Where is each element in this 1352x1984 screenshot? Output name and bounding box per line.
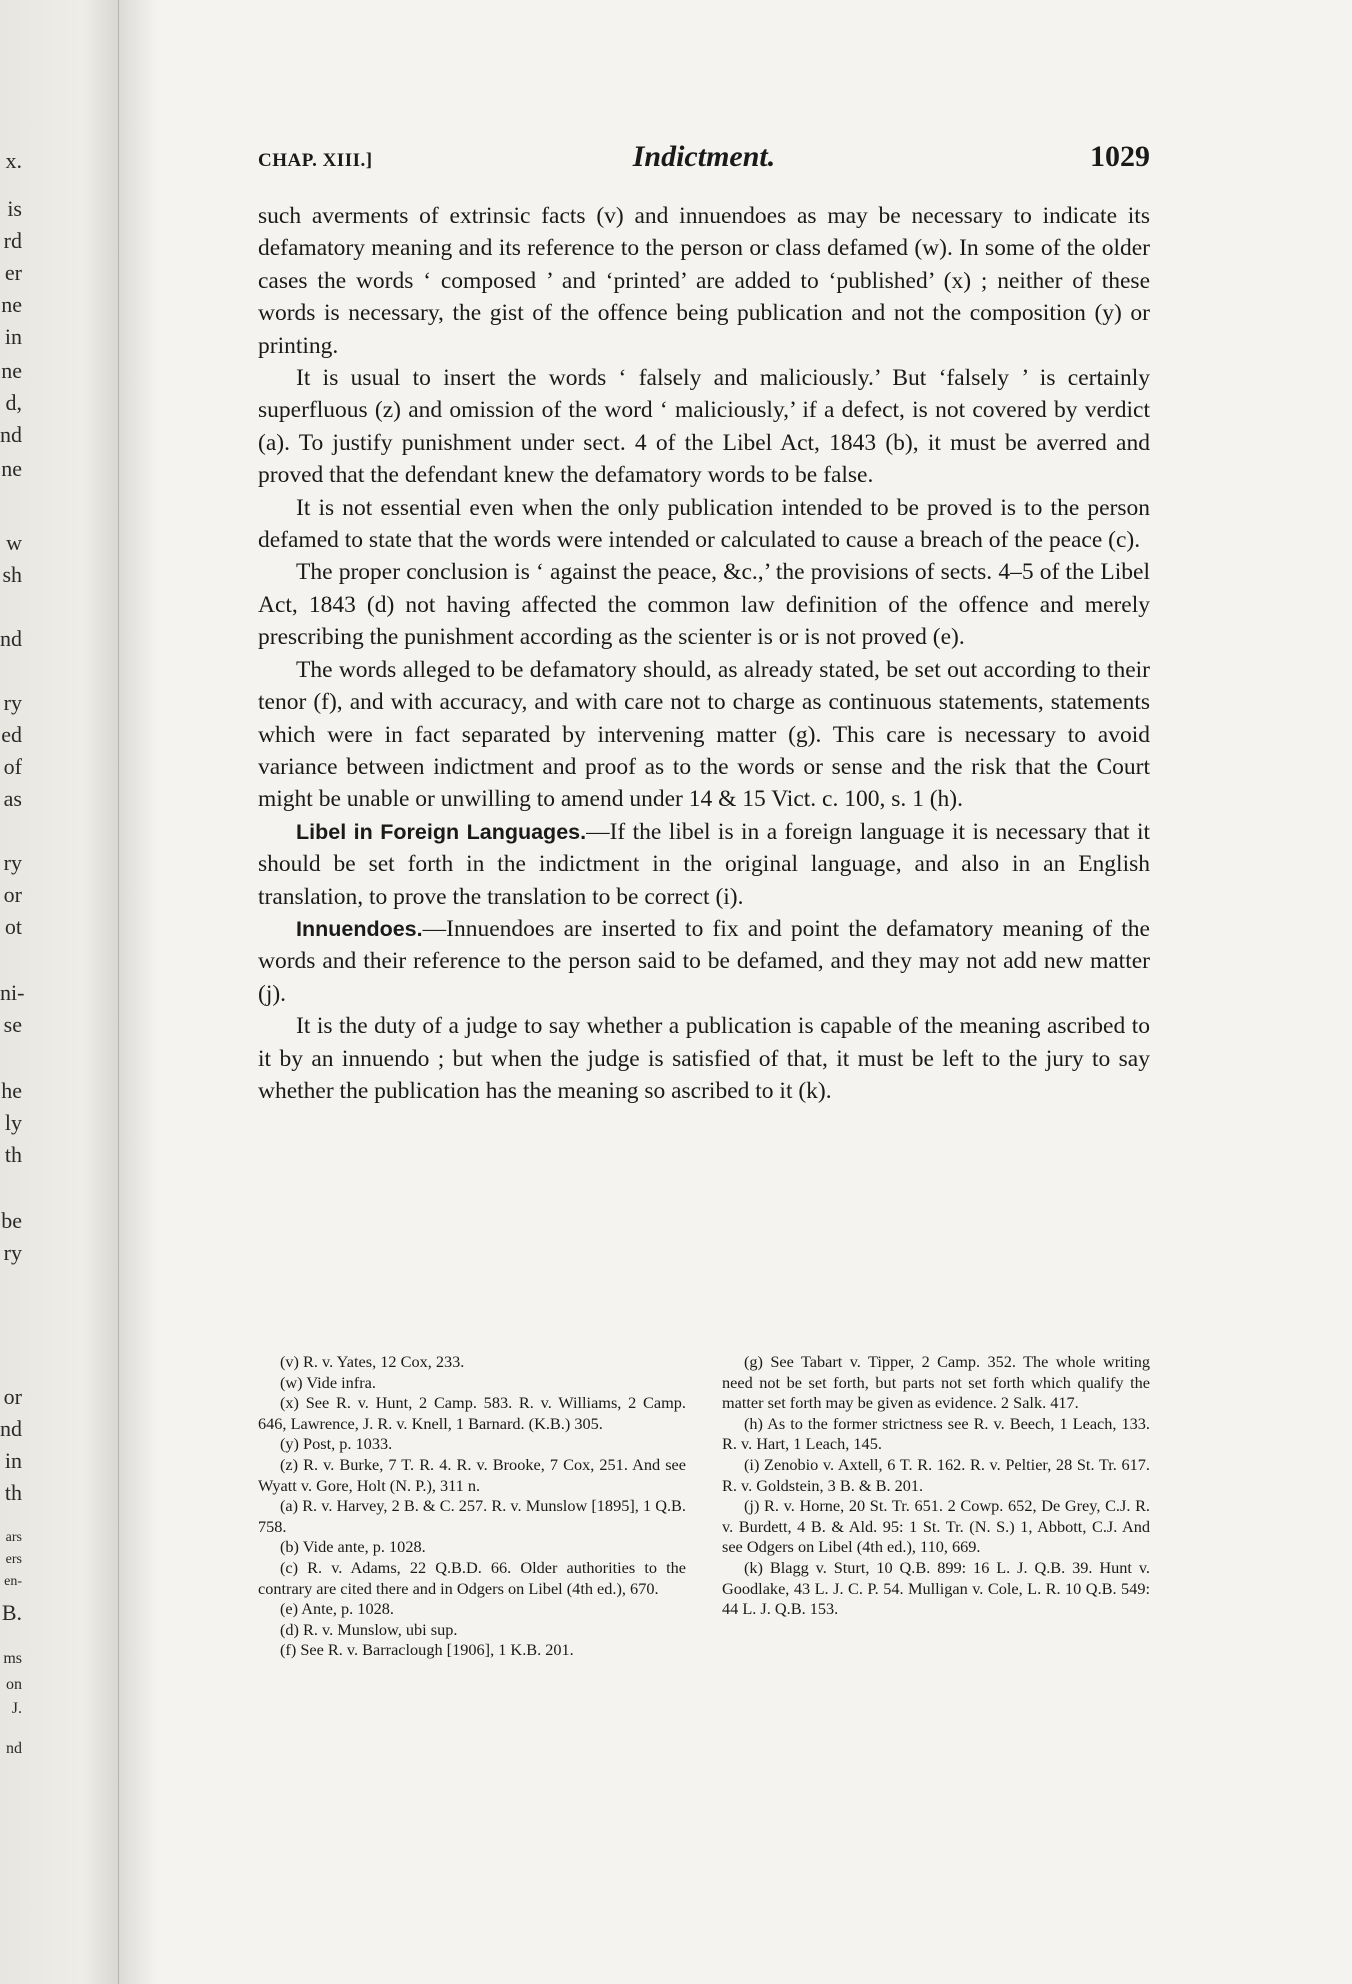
prev-page-fragment: ed <box>1 722 22 747</box>
body-paragraph <box>258 1010 1150 1107</box>
paragraph-text: It is the duty of a judge to say whether a publication is capable of the meaning ascribed to it by an innuendo ; but when the judge is satisfied of that, it must be left to the jury to say whether the publication has the meaning so ascribed to it (k). <box>258 1013 1150 1104</box>
prev-page-fragment: en- <box>4 1574 22 1589</box>
previous-page-edge <box>0 0 119 1984</box>
prev-page-fragment: or <box>3 1384 22 1409</box>
prev-page-fragment: nd <box>6 1740 22 1757</box>
chapter-label: CHAP. XIII.] <box>258 150 373 171</box>
footnotes-left-column <box>258 1352 686 1661</box>
prev-page-fragment: ry <box>3 850 22 875</box>
paragraph-text: The words alleged to be defamatory should, as already stated, be set out according to their tenor (f), and with accuracy, and with care not to charge as continuous statements, statements which were in fact separated by intervening matter (g). This care is necessary to avoid variance between indictment and proof as to the words or sense and the risk that the Court might be unable or unwilling to amend under 14 & 15 Vict. c. 100, s. 1 (h). <box>258 656 1150 813</box>
prev-page-fragment: or <box>3 882 22 907</box>
prev-page-fragment: as <box>3 786 22 811</box>
body-paragraph <box>258 816 1150 913</box>
page-title: Indictment. <box>632 140 776 173</box>
prev-page-fragment: se <box>3 1012 22 1037</box>
prev-page-fragment: is <box>7 196 22 221</box>
prev-page-fragment: th <box>4 1480 22 1505</box>
prev-page-fragment: be <box>1 1208 22 1233</box>
paragraph-text: —If the libel is in a foreign language it is necessary that it should be set forth in the indictment in the original language, and also in an English translation, to prove the translation to be correct (i). <box>258 818 1151 910</box>
prev-page-fragment: ne <box>1 456 22 481</box>
side-heading: Innuendoes. <box>296 916 423 941</box>
body-paragraph <box>258 556 1150 653</box>
running-head <box>258 140 1150 180</box>
prev-page-fragment: ne <box>1 358 22 383</box>
body-paragraph <box>258 492 1150 557</box>
paragraph-text: —Innuendoes are inserted to fix and point the defamatory meaning of the words and their reference to the person said to be defamed, and they may not add new matter (j). <box>258 915 1150 1007</box>
prev-page-fragment: he <box>1 1078 22 1103</box>
prev-page-fragment: B. <box>1 1600 22 1625</box>
footnote: (f) See R. v. Barraclough [1906], 1 K.B. 201. <box>280 1640 574 1660</box>
footnote: (e) Ante, p. 1028. <box>280 1599 394 1619</box>
side-heading: Libel in Foreign Languages. <box>296 819 587 844</box>
prev-page-fragment: nd <box>0 1416 22 1441</box>
prev-page-fragment: nd <box>0 422 22 447</box>
footnote: (k) Blagg v. Sturt, 10 Q.B. 899: 16 L. J. Q.B. 39. Hunt v. Goodlake, 43 L. J. C. P. 54. Mulligan v. Cole, L. R. 10 Q.B. 549: 44 L. J. Q.B. 153. <box>722 1557 1150 1619</box>
paragraph-text: It is not essential even when the only publication intended to be proved is to the person defamed to state that the words were intended or calculated to cause a breach of the peace (c). <box>258 494 1150 554</box>
footnote: (c) R. v. Adams, 22 Q.B.D. 66. Older authorities to the contrary are cited there and in Odgers on Libel (4th ed.), 670. <box>258 1557 686 1598</box>
footnote: (v) R. v. Yates, 12 Cox, 233. <box>280 1352 465 1371</box>
footnote: (h) As to the former strictness see R. v. Beech, 1 Leach, 133. R. v. Hart, 1 Leach, 145. <box>722 1413 1150 1454</box>
footnote: (d) R. v. Munslow, ubi sup. <box>280 1619 458 1639</box>
footnote: (y) Post, p. 1033. <box>280 1434 393 1454</box>
footnote: (g) See Tabart v. Tipper, 2 Camp. 352. The whole writing need not be set forth, but parts not set forth which qualify the matter set forth may be given as evidence. 2 Salk. 417. <box>722 1352 1150 1413</box>
prev-page-fragment: ry <box>3 690 22 715</box>
prev-page-fragment: of <box>3 754 22 779</box>
body-paragraph <box>258 200 1150 362</box>
book-page <box>160 0 1352 1984</box>
prev-page-fragment: ry <box>3 1240 22 1265</box>
prev-page-fragment: ly <box>4 1110 22 1135</box>
footnote: (i) Zenobio v. Axtell, 6 T. R. 162. R. v. Peltier, 28 St. Tr. 617. R. v. Goldstein, 3 B. & B. 201. <box>722 1454 1150 1495</box>
footnotes-right-column <box>722 1352 1150 1620</box>
prev-page-fragment: nd <box>0 626 22 651</box>
prev-page-fragment: w <box>6 530 22 555</box>
prev-page-fragment: ne <box>1 292 22 317</box>
prev-page-fragment: d, <box>5 390 22 415</box>
footnote: (a) R. v. Harvey, 2 B. & C. 257. R. v. Munslow [1895], 1 Q.B. 758. <box>258 1496 686 1536</box>
prev-page-fragment: in <box>4 1448 22 1473</box>
prev-page-fragment: ars <box>5 1530 22 1545</box>
footnote: (b) Vide ante, p. 1028. <box>280 1537 426 1557</box>
page-number: 1029 <box>1090 140 1150 173</box>
prev-page-fragment: x. <box>5 148 22 173</box>
prev-page-fragment: sh <box>2 562 22 587</box>
paragraph-text: such averments of extrinsic facts (v) and innuendoes as may be necessary to indicate its defamatory meaning and its reference to the person or class defamed (w). In some of the older cases the words ‘ composed ’ and ‘printed’ are added to ‘published’ (x) ; neither of these words is necessary, the gist of the offence being publication and not the composition (y) or printing. <box>258 203 1150 359</box>
gutter-shadow <box>118 0 158 1984</box>
prev-page-fragment: rd <box>3 228 22 253</box>
body-paragraph <box>258 654 1150 816</box>
prev-page-fragment: th <box>4 1142 22 1167</box>
prev-page-fragment: ot <box>4 914 22 939</box>
prev-page-fragment: ers <box>5 1552 22 1567</box>
body-paragraph <box>258 913 1150 1010</box>
footnote: (w) Vide infra. <box>280 1372 376 1392</box>
body-paragraph <box>258 362 1150 492</box>
prev-page-fragment: ms <box>3 1650 22 1667</box>
prev-page-fragment: on <box>6 1676 22 1693</box>
paragraph-text: The proper conclusion is ‘ against the peace, &c.,’ the provisions of sects. 4–5 of the Libel Act, 1843 (d) not having affected the common law definition of the offence and merely prescribing the punishment according as the scienter is or is not proved (e). <box>258 559 1150 651</box>
body-text <box>258 200 1150 1107</box>
prev-page-fragment: in <box>4 324 22 349</box>
footnote: (z) R. v. Burke, 7 T. R. 4. R. v. Brooke, 7 Cox, 251. And see Wyatt v. Gore, Holt (N. P.), 311 n. <box>258 1454 686 1495</box>
footnote: (x) See R. v. Hunt, 2 Camp. 583. R. v. Williams, 2 Camp. 646, Lawrence, J. R. v. Knell, 1 Barnard. (K.B.) 305. <box>258 1393 686 1433</box>
prev-page-fragment: ni- <box>0 980 25 1005</box>
prev-page-fragment: J. <box>11 1700 22 1717</box>
prev-page-fragment: er <box>4 260 22 285</box>
footnote: (j) R. v. Horne, 20 St. Tr. 651. 2 Cowp. 652, De Grey, C.J. R. v. Burdett, 4 B. & Ald. 95: 1 St. Tr. (N. S.) 1, Abbott, C.J. And see Odgers on Libel (4th ed.), 110, 669. <box>722 1496 1150 1557</box>
paragraph-text: It is usual to insert the words ‘ falsely and maliciously.’ But ‘falsely ’ is certainly superfluous (z) and omission of the word ‘ maliciously,’ if a defect, is not covered by verdict (a). To justify punishment under sect. 4 of the Libel Act, 1843 (b), it must be averred and proved that the defendant knew the defamatory words to be false. <box>258 365 1150 489</box>
